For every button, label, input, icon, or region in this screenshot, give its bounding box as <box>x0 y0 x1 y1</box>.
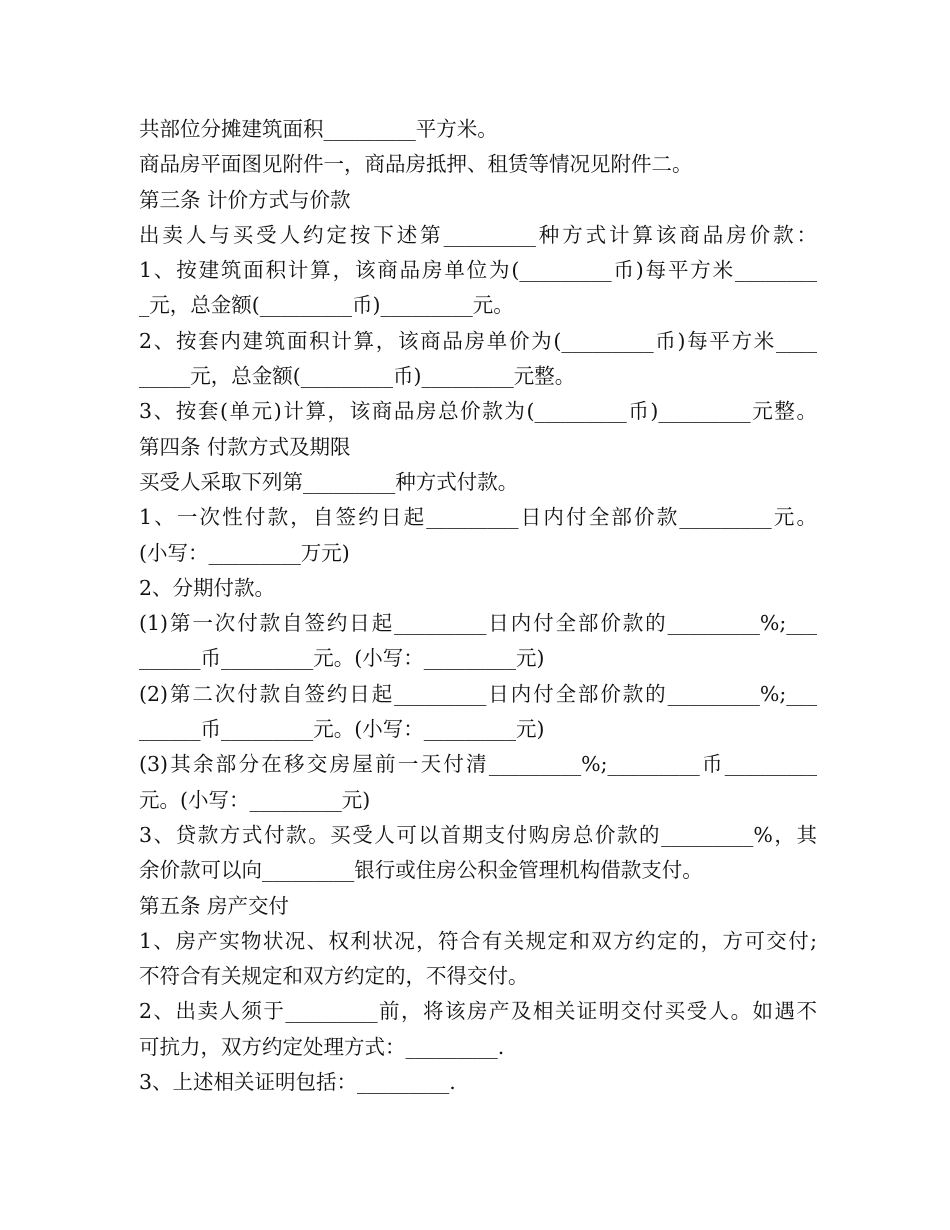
text-line: 元。(小写：_________元) <box>139 787 371 812</box>
text-line: 余价款可以向_________银行或住房公积金管理机构借款支付。 <box>139 858 703 883</box>
text-line: 1、房产实物状况、权利状况，符合有关规定和双方约定的，方可交付; <box>139 928 817 953</box>
text-line: 买受人采取下列第_________种方式付款。 <box>139 469 519 494</box>
text-line: 3、按套(单元)计算，该商品房总价款为(_________币)_________元整。 <box>139 399 817 424</box>
text-line: (1)第一次付款自签约日起_________日内付全部价款的_________%;___ <box>139 611 817 636</box>
document-body <box>139 112 817 1100</box>
text-line: 3、上述相关证明包括：_________. <box>139 1070 456 1095</box>
text-line: 可抗力，双方约定处理方式：_________. <box>139 1034 505 1059</box>
text-line: 共部位分摊建筑面积_________平方米。 <box>139 117 498 141</box>
text-line: 第五条 房产交付 <box>139 893 290 918</box>
text-line: (3)其余部分在移交房屋前一天付清_________%;_________币_________ <box>139 752 817 777</box>
text-line: 商品房平面图见附件一，商品房抵押、租赁等情况见附件二。 <box>139 152 693 177</box>
text-line: 第三条 计价方式与价款 <box>139 187 351 212</box>
text-line: _____元，总金额(_________币)_________元整。 <box>139 364 576 389</box>
text-line: 1、一次性付款，自签约日起_________日内付全部价款_________元。 <box>139 505 817 530</box>
text-line: 2、出卖人须于_________前，将该房产及相关证明交付买受人。如遇不 <box>139 999 817 1024</box>
text-line: 1、按建筑面积计算，该商品房单位为(_________币)每平方米________ <box>139 258 817 283</box>
text-line: (2)第二次付款自签约日起_________日内付全部价款的_________%;___ <box>139 681 817 706</box>
text-line: ______币_________元。(小写：_________元) <box>139 646 545 671</box>
text-line: 3、贷款方式付款。买受人可以首期支付购房总价款的_________%，其 <box>139 822 817 847</box>
text-line: 第四条 付款方式及期限 <box>139 434 351 459</box>
text-line: 2、分期付款。 <box>139 575 276 600</box>
text-line: 2、按套内建筑面积计算，该商品房单价为(_________币)每平方米____ <box>139 328 817 353</box>
text-line: ______币_________元。(小写：_________元) <box>139 717 545 742</box>
text-line: _元，总金额(_________币)_________元。 <box>139 293 514 318</box>
text-line: 出卖人与买受人约定按下述第_________种方式计算该商品房价款： <box>139 222 817 247</box>
text-line: 不符合有关规定和双方约定的，不得交付。 <box>139 964 529 989</box>
text-line: (小写：_________万元) <box>139 540 350 565</box>
